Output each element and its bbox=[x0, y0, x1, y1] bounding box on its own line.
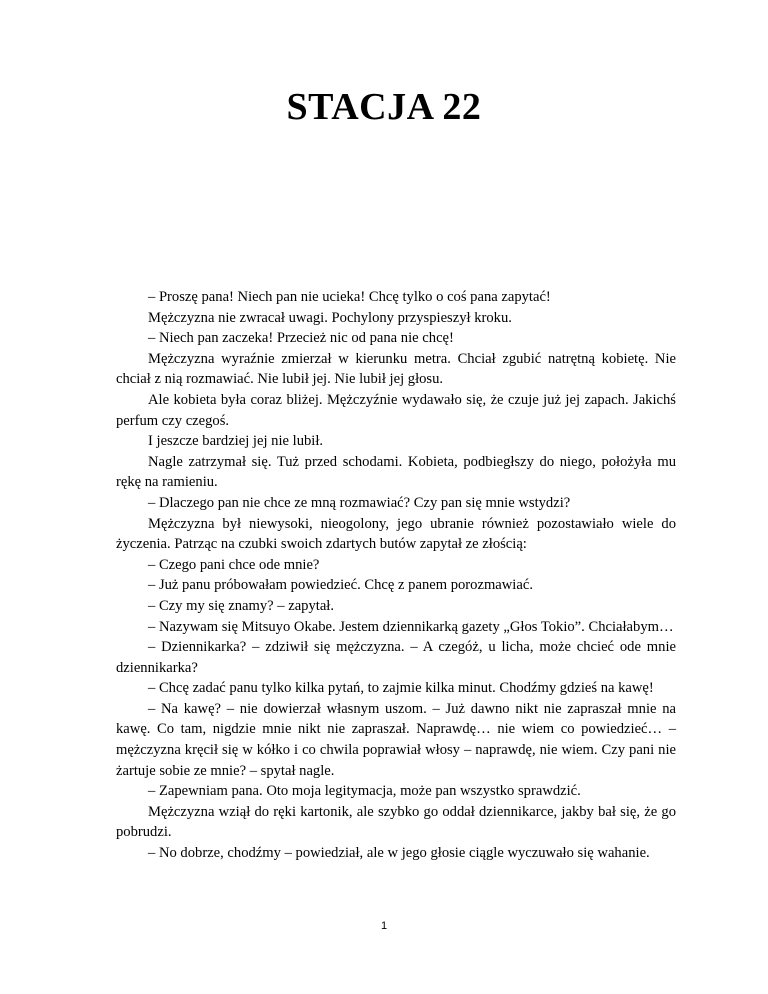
paragraph: Mężczyzna nie zwracał uwagi. Pochylony przyspieszył kroku. bbox=[148, 309, 512, 326]
paragraph: – Dziennikarka? – zdziwił się mężczyzna. – A czegóż, u licha, może chcieć ode mnie dziennikarka? bbox=[116, 639, 676, 676]
paragraph: – Dlaczego pan nie chce ze mną rozmawiać? Czy pan się mnie wstydzi? bbox=[148, 494, 571, 511]
paragraph: Mężczyzna był niewysoki, nieogolony, jego ubranie również pozostawiało wiele do życzenia. Patrząc na czubki swoich zdartych butów zapytał ze złością: bbox=[116, 515, 676, 553]
paragraph: – Czy my się znamy? – zapytał. bbox=[148, 597, 335, 614]
paragraph: – Niech pan zaczeka! Przecież nic od pana nie chcę! bbox=[148, 330, 454, 347]
document-title: STACJA 22 bbox=[286, 86, 482, 128]
paragraph: Nagle zatrzymał się. Tuż przed schodami. Kobieta, podbiegłszy do niego, położyła mu rękę na ramieniu. bbox=[116, 453, 676, 491]
paragraph: Mężczyzna wyraźnie zmierzał w kierunku metra. Chciał zgubić natrętną kobietę. Nie chciał z nią rozmawiać. Nie lubił jej. Nie lubił jej głosu. bbox=[116, 350, 676, 388]
document-body bbox=[116, 287, 676, 864]
paragraph: – Czego pani chce ode mnie? bbox=[148, 556, 320, 573]
paragraph: – Proszę pana! Niech pan nie ucieka! Chcę tylko o coś pana zapytać! bbox=[148, 289, 551, 305]
paragraph: Ale kobieta była coraz bliżej. Mężczyźnie wydawało się, że czuje już jej zapach. Jakichś perfum czy czegoś. bbox=[116, 391, 676, 429]
paragraph: – Chcę zadać panu tylko kilka pytań, to zajmie kilka minut. Chodźmy gdzieś na kawę! bbox=[148, 680, 654, 697]
page-number: 1 bbox=[380, 920, 388, 932]
paragraph: – Zapewniam pana. Oto moja legitymacja, może pan wszystko sprawdzić. bbox=[148, 783, 581, 800]
paragraph: Mężczyzna wziął do ręki kartonik, ale szybko go oddał dziennikarce, jakby bał się, że go pobrudzi. bbox=[116, 803, 676, 841]
paragraph: – Nazywam się Mitsuyo Okabe. Jestem dziennikarką gazety „Głos Tokio”. Chciałabym… bbox=[148, 618, 674, 635]
paragraph: I jeszcze bardziej jej nie lubił. bbox=[148, 433, 324, 450]
paragraph: – Już panu próbowałam powiedzieć. Chcę z panem porozmawiać. bbox=[148, 577, 533, 594]
paragraph: – Na kawę? – nie dowierzał własnym uszom. – Już dawno nikt nie zapraszał mnie na kawę. Co tam, nigdzie mnie nikt nie zapraszał. Naprawdę… nie wiem co powiedzieć… – mężczyzna kręcił się w kółko i co chwila poprawiał włosy – naprawdę, nie wiem. Czy pani nie żartuje sobie ze mnie? – spytał nagle. bbox=[116, 700, 676, 779]
paragraph: – No dobrze, chodźmy – powiedział, ale w jego głosie ciągle wyczuwało się wahanie. bbox=[148, 845, 650, 862]
